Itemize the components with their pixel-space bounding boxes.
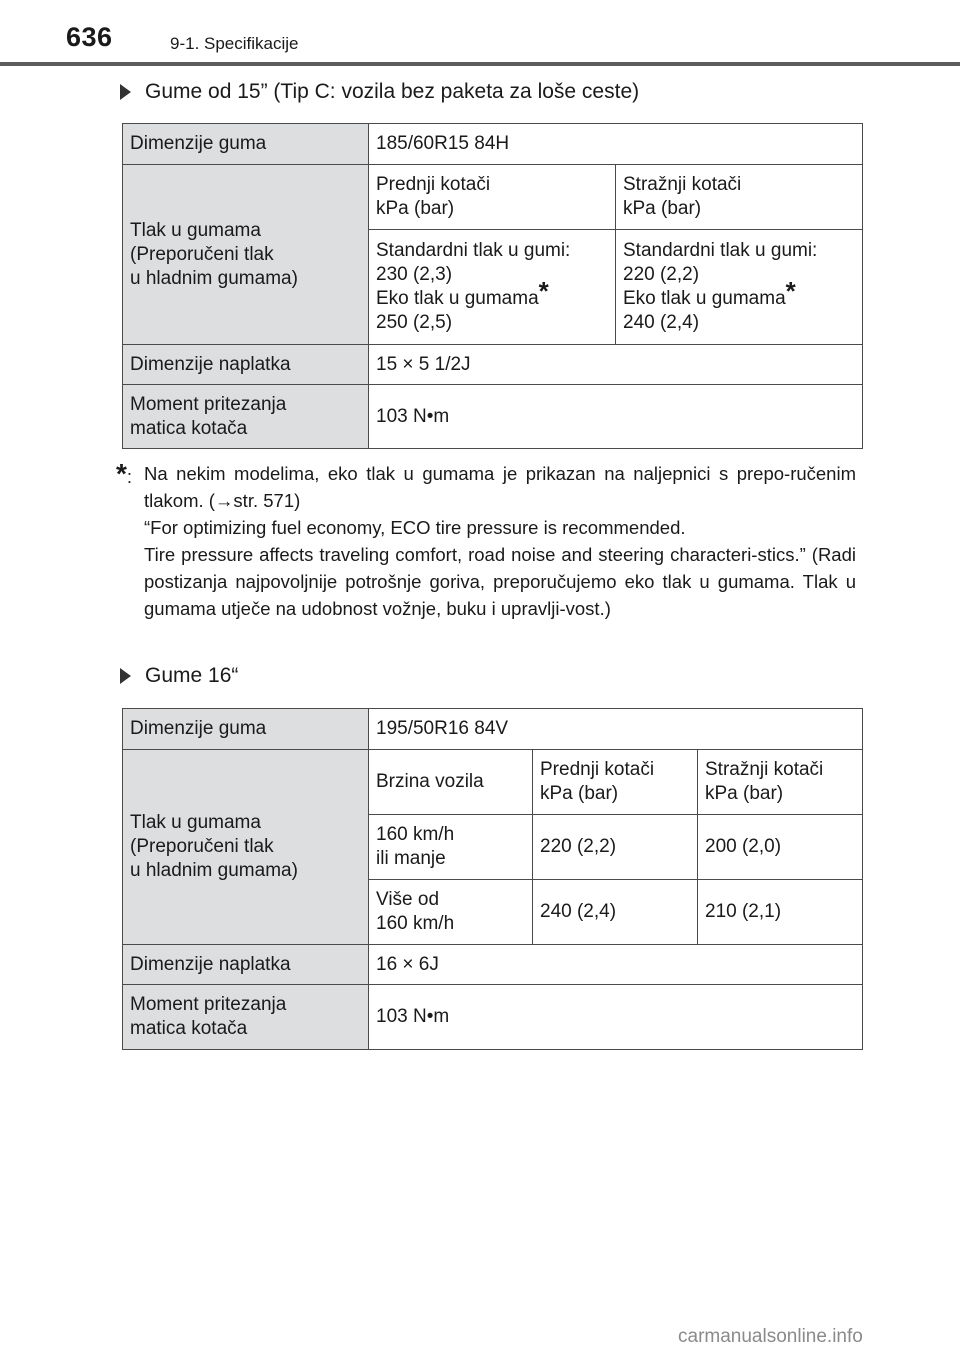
heading-tire15-text: Gume od 15” (Tip C: vozila bez paketa za loše ceste): [145, 80, 640, 103]
rim-size-value: 15 × 5 1/2J: [369, 345, 863, 385]
triangle-bullet-icon: [120, 84, 131, 100]
page-number: 636: [66, 22, 113, 52]
torque-value: 103 N•m: [369, 385, 863, 449]
footnote-mark: *:: [116, 458, 133, 489]
torque-value: 103 N•m: [369, 985, 863, 1050]
tire-size-value: 195/50R16 84V: [369, 709, 863, 750]
speed-cell: 160 km/h ili manje: [369, 815, 533, 880]
header-divider: [0, 62, 960, 66]
page-header: [0, 0, 960, 53]
footnote: [116, 460, 856, 622]
table-row: [123, 945, 863, 985]
heading-tire16: [120, 664, 238, 688]
front-pressure-values: Standardni tlak u gumi: 230 (2,3) Eko tlak u gumama* 250 (2,5): [369, 230, 616, 345]
footnote-line: Tire pressure affects traveling comfort, road noise and steering characteri-stics.” (Radi postizanja najpovoljnije potrošnje goriva, preporučujemo eko tlak u gumama. Tlak u gumama utječe na udobnost vožnje, buku i upravlji-vost.): [144, 544, 856, 619]
section-title: 9-1. Specifikacije: [170, 34, 299, 53]
footnote-line: “For optimizing fuel economy, ECO tire pressure is recommended.: [144, 517, 686, 538]
heading-tire15: [120, 80, 639, 104]
watermark: carmanualsonline.info: [678, 1326, 863, 1347]
table-row: [123, 709, 863, 750]
torque-label: Moment pritezanja matica kotača: [123, 985, 369, 1050]
front-pressure-cell: 220 (2,2): [533, 815, 698, 880]
rim-size-value: 16 × 6J: [369, 945, 863, 985]
table-row: [123, 985, 863, 1050]
tire16-table: [122, 708, 863, 1050]
asterisk-mark: *: [538, 275, 549, 306]
front-header: Prednji kotači kPa (bar): [533, 750, 698, 815]
table-row: [123, 385, 863, 449]
tire15-table: [122, 123, 863, 449]
footnote-line: Na nekim modelima, eko tlak u gumama je prikazan na naljepnici s prepo-ručenim tlakom. (→str. 571): [144, 463, 856, 511]
pressure-label: Tlak u gumama (Preporučeni tlak u hladnim gumama): [123, 750, 369, 945]
triangle-bullet-icon: [120, 668, 131, 684]
rim-size-label: Dimenzije naplatka: [123, 945, 369, 985]
rear-pressure-cell: 200 (2,0): [698, 815, 863, 880]
tire-size-label: Dimenzije guma: [123, 709, 369, 750]
asterisk-mark: *: [785, 275, 796, 306]
tire-size-label: Dimenzije guma: [123, 124, 369, 165]
rear-pressure-cell: 210 (2,1): [698, 880, 863, 945]
front-pressure-cell: 240 (2,4): [533, 880, 698, 945]
pressure-label: Tlak u gumama (Preporučeni tlak u hladnim gumama): [123, 165, 369, 345]
torque-label: Moment pritezanja matica kotača: [123, 385, 369, 449]
front-header: Prednji kotači kPa (bar): [369, 165, 616, 230]
tire-size-value: 185/60R15 84H: [369, 124, 863, 165]
speed-cell: Više od 160 km/h: [369, 880, 533, 945]
heading-tire16-text: Gume 16“: [145, 664, 239, 687]
table-row: [123, 750, 863, 815]
speed-header: Brzina vozila: [369, 750, 533, 815]
table-row: [123, 165, 863, 230]
table-row: [123, 345, 863, 385]
table-row: [123, 124, 863, 165]
rim-size-label: Dimenzije naplatka: [123, 345, 369, 385]
footnote-body: [144, 460, 856, 622]
rear-header: Stražnji kotači kPa (bar): [616, 165, 863, 230]
rear-header: Stražnji kotači kPa (bar): [698, 750, 863, 815]
rear-pressure-values: Standardni tlak u gumi: 220 (2,2) Eko tlak u gumama* 240 (2,4): [616, 230, 863, 345]
